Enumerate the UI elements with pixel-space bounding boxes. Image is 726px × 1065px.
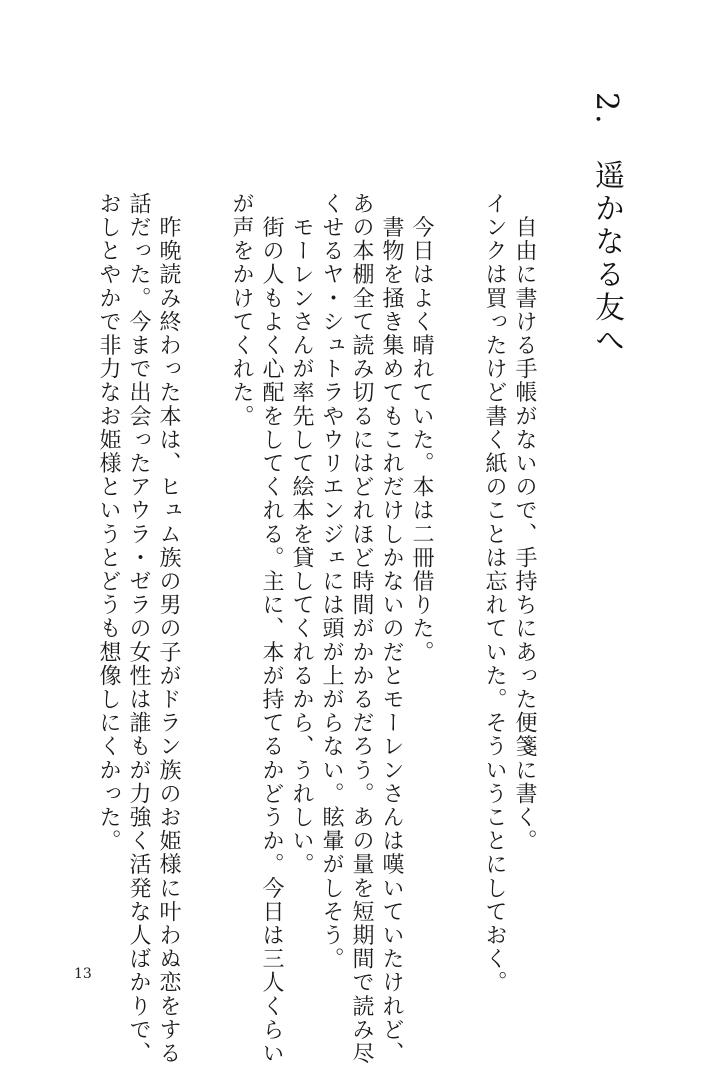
text-line: インクは買ったけど書く紙のことは忘れていた。そういうことにしておく。 xyxy=(482,192,507,995)
text-line: 今日はよく晴れていた。本は二冊借りた。 xyxy=(409,192,434,664)
page-number: 13 xyxy=(74,966,92,982)
text-line: 自由に書ける手帳がないので、手持ちにあった便箋に書く。 xyxy=(512,192,537,853)
text-line: 書物を掻き集めてもこれだけしかないのだとモーレンさんは嘆いていたけれど、 xyxy=(379,192,404,1065)
text-line: くせるヤ・シュトラやウリエンジェには頭が上がらない。眩暈がしそう。 xyxy=(319,192,344,971)
text-line: あの本棚全て読み切るにはどれほど時間がかかるだろう。あの量を短期間で読み尽 xyxy=(349,192,374,1065)
text-line: 話だった。今まで出会ったアウラ・ゼラの女性は誰もが力強く活発な人ばかりで、 xyxy=(126,192,151,1065)
text-line: おしとやかで非力なお姫様というとどうも想像しにくかった。 xyxy=(96,192,121,853)
text-line: 街の人もよく心配をしてくれる。主に、本が持てるかどうか。今日は三人くらい xyxy=(259,192,284,1065)
text-line: モーレンさんが率先して絵本を貸してくれるから、うれしい。 xyxy=(289,192,314,877)
text-line: 昨晩読み終わった本は、ヒュム族の男の子がドラン族のお姫様に叶わぬ恋をする xyxy=(156,192,181,1065)
chapter-title: 2. 遥かなる友へ xyxy=(589,92,624,358)
text-line: が声をかけてくれた。 xyxy=(229,192,254,428)
